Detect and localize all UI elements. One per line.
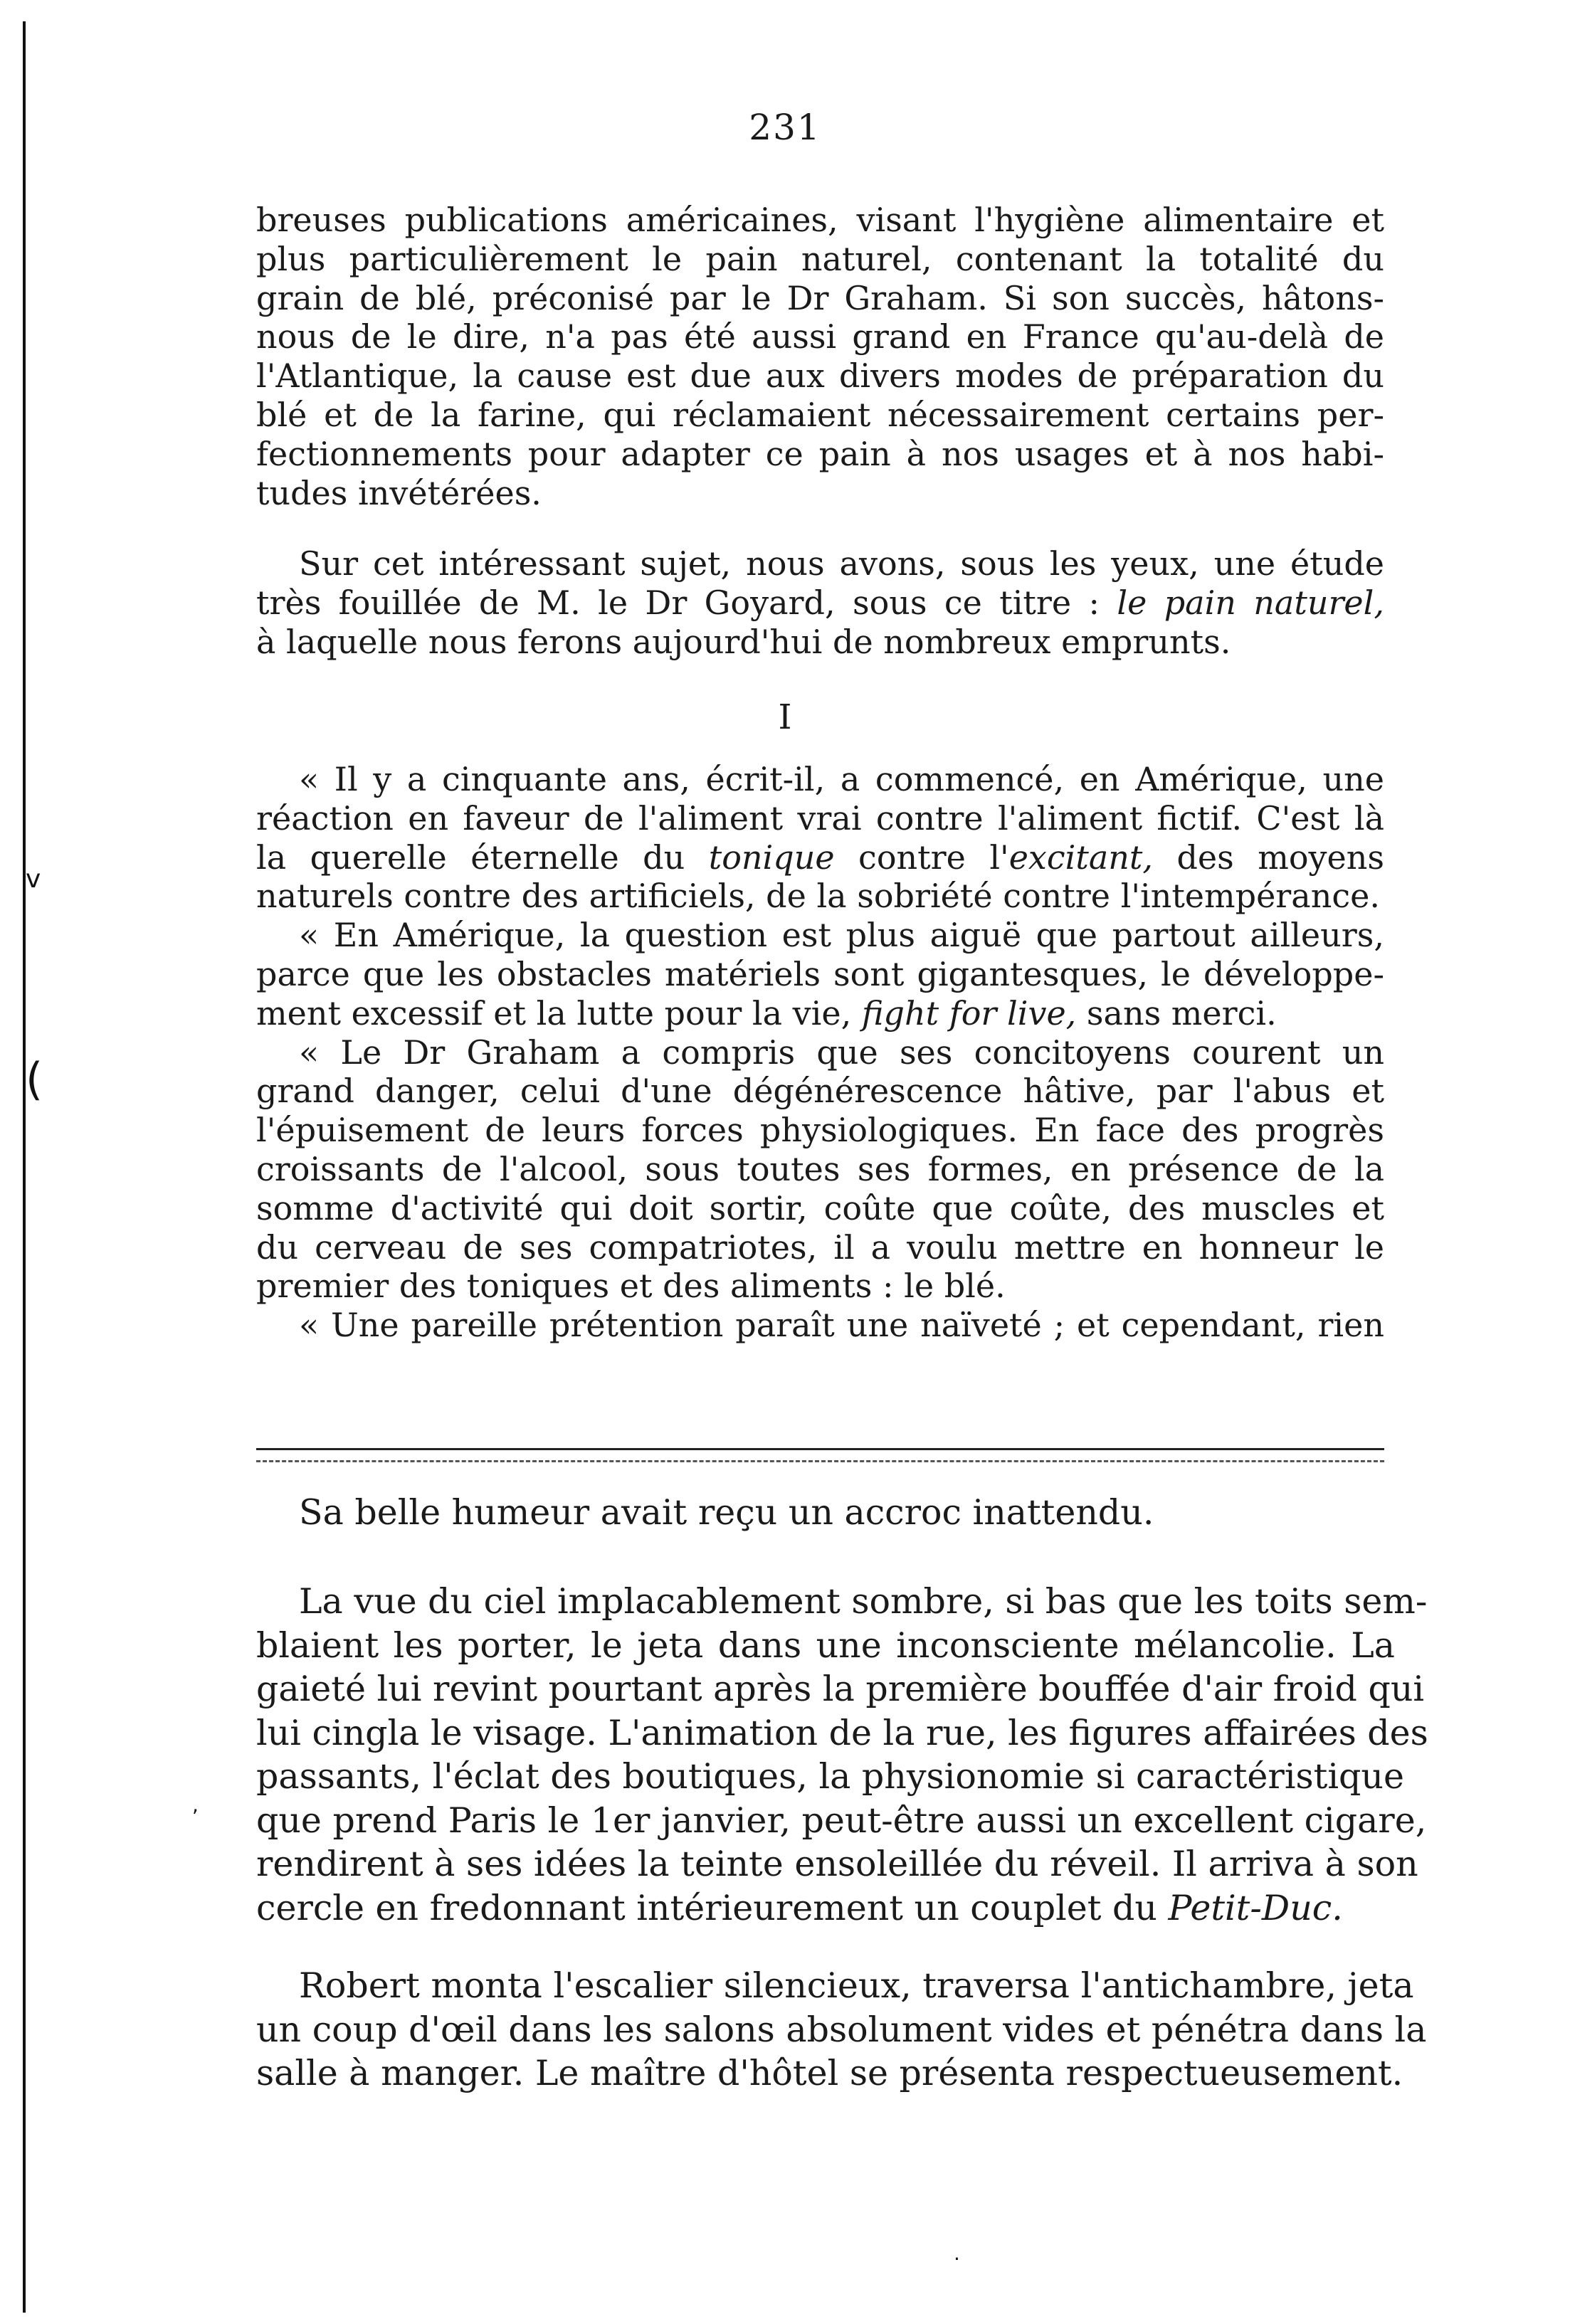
text-line: croissants de l'alcool, sous toutes ses formes, en présence de la bbox=[256, 1149, 1384, 1188]
text-run: ment excessif et la lutte pour la vie, bbox=[256, 993, 862, 1032]
text-line: blaient les porter, le jeta dans une inconsciente mélancolie. La bbox=[256, 1625, 1395, 1666]
text-line: l'épuisement de leurs forces physiologiques. En face des progrès bbox=[256, 1111, 1384, 1150]
page-number: 231 bbox=[749, 107, 821, 148]
upper-paragraph-1 bbox=[256, 201, 1384, 512]
lower-paragraph-3 bbox=[256, 1964, 1427, 2096]
text-line: « Le Dr Graham a compris que ses concitoyens courent un bbox=[299, 1032, 1384, 1072]
upper-paragraph-2 bbox=[256, 544, 1384, 661]
book-title: le pain naturel, bbox=[1117, 583, 1384, 622]
work-title: Petit-Duc. bbox=[1168, 1887, 1343, 1928]
text-run: cercle en fredonnant intérieurement un couplet du bbox=[256, 1887, 1169, 1928]
scan-margin-mark: v bbox=[26, 865, 41, 894]
text-line: « Une pareille prétention paraît une naïveté ; et cependant, rien bbox=[299, 1306, 1384, 1345]
text-line: un coup d'œil dans les salons absolument vides et pénétra dans la bbox=[256, 2009, 1427, 2050]
text-line: salle à manger. Le maître d'hôtel se présenta respectueusement. bbox=[256, 2053, 1403, 2093]
lower-paragraph-1 bbox=[256, 1491, 1395, 1535]
section-numeral: I bbox=[778, 697, 792, 737]
text-line: somme d'activité qui doit sortir, coûte que coûte, des muscles et bbox=[256, 1188, 1384, 1227]
section-separator bbox=[256, 1448, 1384, 1462]
text-run: des moyens bbox=[1152, 838, 1384, 877]
text-line: fectionnements pour adapter ce pain à nos usages et à nos habi- bbox=[256, 434, 1384, 473]
text-run: contre l' bbox=[834, 838, 1009, 877]
text-run: la querelle éternelle du bbox=[256, 838, 709, 877]
text-line bbox=[256, 583, 1384, 623]
text-line: gaieté lui revint pourtant après la première bouffée d'air froid qui bbox=[256, 1669, 1425, 1709]
text-line: plus particulièrement le pain naturel, contenant la totalité du bbox=[256, 239, 1384, 278]
text-line bbox=[256, 994, 1384, 1033]
text-line: lui cingla le visage. L'animation de la rue, les figures affairées des bbox=[256, 1712, 1428, 1753]
text-line bbox=[256, 1886, 1395, 1930]
text-line: Sa belle humeur avait reçu un accroc inattendu. bbox=[299, 1492, 1154, 1533]
text-line: breuses publications américaines, visant l'hygiène alimentaire et bbox=[256, 201, 1384, 239]
text-line: grain de blé, préconisé par le Dr Graham. Si son succès, hâtons- bbox=[256, 278, 1384, 317]
text-line: nous de le dire, n'a pas été aussi grand en France qu'au-delà de bbox=[256, 317, 1384, 356]
scan-speck: . bbox=[954, 2241, 960, 2265]
text-line: La vue du ciel implacablement sombre, si bas que les toits sem- bbox=[299, 1581, 1428, 1622]
text-line: grand danger, celui d'une dégénérescence hâtive, par l'abus et bbox=[256, 1072, 1384, 1111]
text-line: naturels contre des artificiels, de la sobriété contre l'intempérance. bbox=[256, 877, 1380, 916]
scan-speck: , bbox=[192, 1793, 199, 1817]
text-line: l'Atlantique, la cause est due aux divers modes de préparation du bbox=[256, 356, 1384, 396]
text-line: passants, l'éclat des boutiques, la physionomie si caractéristique bbox=[256, 1756, 1404, 1797]
text-line: Robert monta l'escalier silencieux, traversa l'antichambre, jeta bbox=[299, 1965, 1414, 2006]
text-line: tudes invétérées. bbox=[256, 473, 542, 512]
text-line: Sur cet intéressant sujet, nous avons, sous les yeux, une étude bbox=[299, 544, 1384, 583]
upper-quotation bbox=[256, 760, 1384, 1345]
text-line: que prend Paris le 1er janvier, peut-être aussi un excellent cigare, bbox=[256, 1800, 1427, 1841]
scan-margin-rule bbox=[23, 21, 26, 2313]
lower-paragraph-2 bbox=[256, 1580, 1428, 1930]
scan-margin-bracket: ( bbox=[26, 1053, 43, 1105]
text-line: « En Amérique, la question est plus aiguë que partout ailleurs, bbox=[299, 916, 1384, 955]
text-run: sans merci. bbox=[1076, 993, 1277, 1032]
text-line: rendirent à ses idées la teinte ensoleillée du réveil. Il arriva à son bbox=[256, 1844, 1418, 1884]
text-line bbox=[256, 838, 1384, 877]
text-line: « Il y a cinquante ans, écrit-il, a commencé, en Amérique, une bbox=[299, 760, 1384, 798]
text-run: très fouillée de M. le Dr Goyard, sous ce titre : bbox=[256, 583, 1117, 622]
italic-word: tonique bbox=[708, 838, 835, 877]
text-line: réaction en faveur de l'aliment vrai contre l'aliment fictif. C'est là bbox=[256, 798, 1384, 838]
italic-word: excitant, bbox=[1008, 838, 1153, 877]
text-line: blé et de la farine, qui réclamaient nécessairement certains per- bbox=[256, 395, 1384, 434]
text-line: premier des toniques et des aliments : le blé. bbox=[256, 1267, 1006, 1306]
italic-phrase: fight for live, bbox=[861, 993, 1077, 1032]
text-line: à laquelle nous ferons aujourd'hui de nombreux emprunts. bbox=[256, 622, 1231, 661]
text-line: du cerveau de ses compatriotes, il a voulu mettre en honneur le bbox=[256, 1227, 1384, 1267]
text-line: parce que les obstacles matériels sont gigantesques, le développe- bbox=[256, 954, 1384, 993]
